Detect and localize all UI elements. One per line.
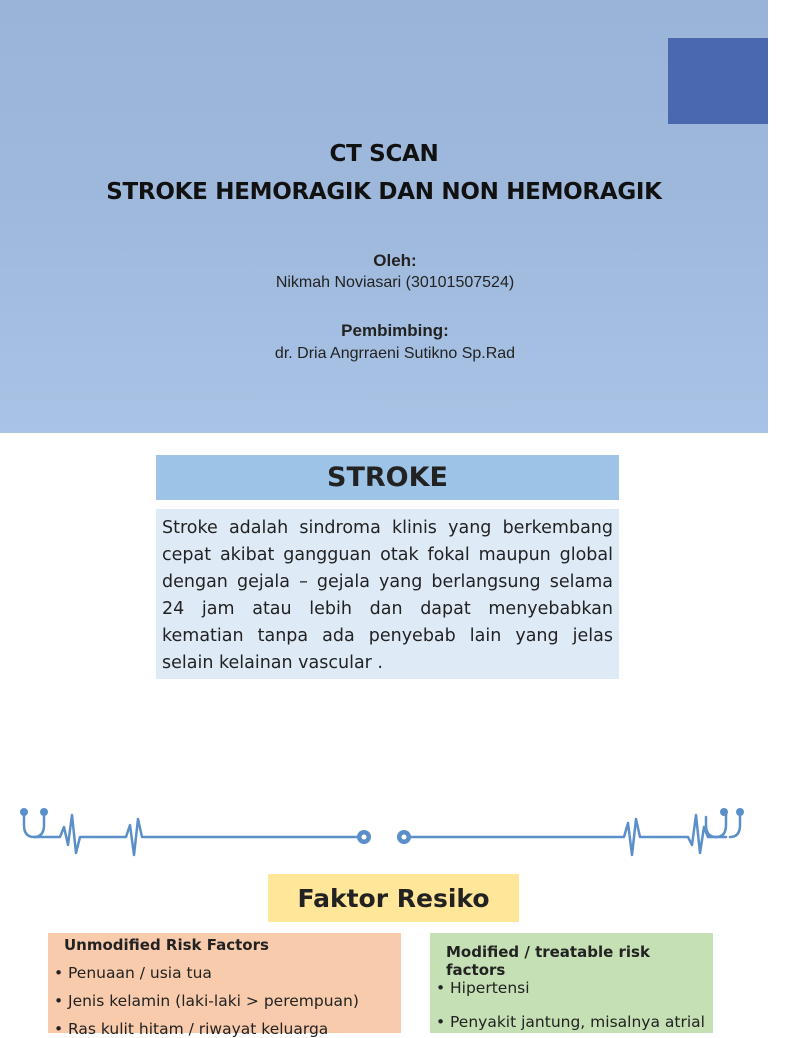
list-item: • Hipertensi xyxy=(436,979,530,997)
title-line-1: CT SCAN xyxy=(329,141,439,167)
advisor-value: dr. Dria Angrraeni Sutikno Sp.Rad xyxy=(274,345,516,362)
unmodified-risk-box xyxy=(48,933,401,1038)
corner-accent-block xyxy=(668,38,768,124)
advisor-label: Pembimbing: xyxy=(341,321,449,340)
author-value: Nikmah Noviasari (30101507524) xyxy=(275,274,515,291)
stroke-definition: Stroke adalah sindroma klinis yang berkembang cepat akibat gangguan otak fokal maupun global dengan gejala – gejala yang berlangsung selama 24 jam atau lebih dan dapat menyebabkan kematian tanpa ada penyebab lain yang jelas selain kelainan vascular . xyxy=(156,509,619,679)
author-label: Oleh: xyxy=(373,251,417,270)
list-item: • Jenis kelamin (laki-laki > perempuan) xyxy=(54,992,359,1010)
modified-risk-box xyxy=(430,933,713,1033)
list-item: • Penyakit jantung, misalnya atrial xyxy=(436,1013,705,1031)
stroke-heading: STROKE xyxy=(156,455,619,500)
list-item: • Ras kulit hitam / riwayat keluarga xyxy=(54,1020,329,1038)
faktor-resiko-heading: Faktor Resiko xyxy=(268,874,519,922)
title-line-2: STROKE HEMORAGIK DAN NON HEMORAGIK xyxy=(106,179,662,205)
list-item: • Penuaan / usia tua xyxy=(54,964,212,982)
stethoscope-heartbeat-icon xyxy=(0,795,768,865)
title-slide xyxy=(0,0,768,433)
modified-risk-title: Modified / treatable risk factors xyxy=(446,943,650,979)
stroke-slide xyxy=(0,433,768,773)
unmodified-risk-title: Unmodified Risk Factors xyxy=(64,936,269,954)
